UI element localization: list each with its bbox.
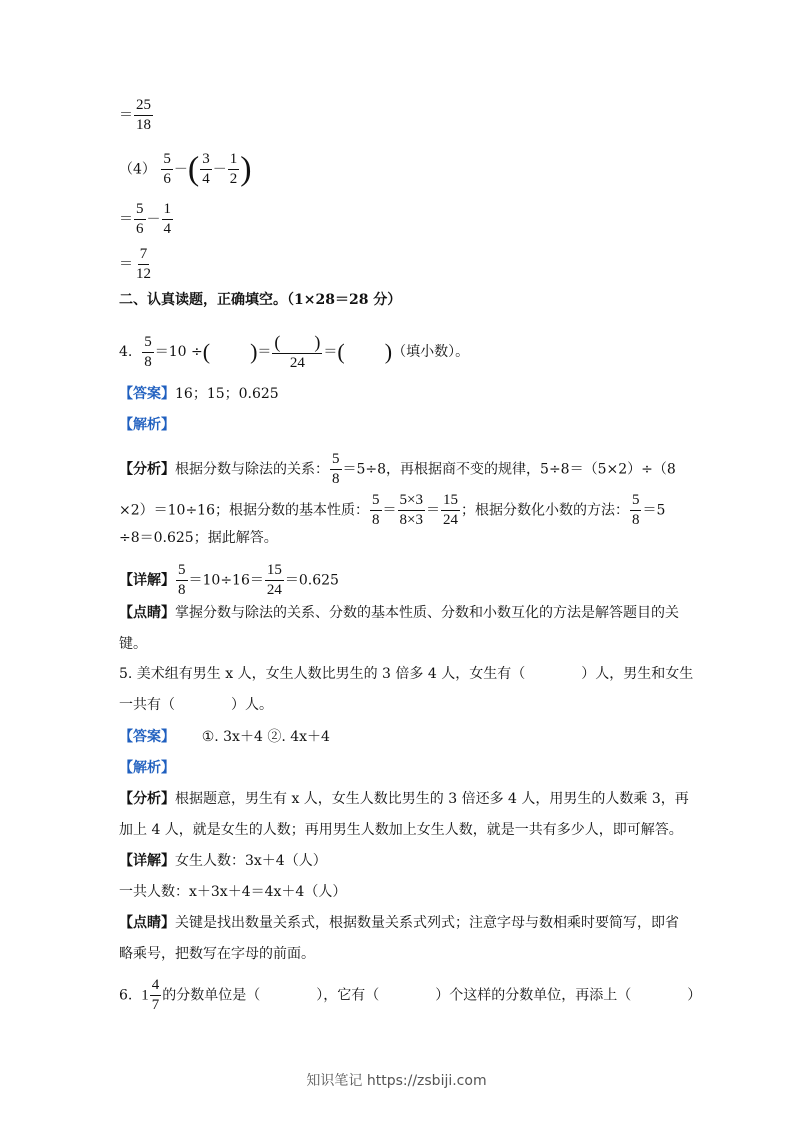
q5-fenxi-line2: 加上 4 人，就是女生的人数；再用男生人数加上女生人数，就是一共有多少人，即可解答。 xyxy=(119,822,683,838)
solution-step-3: ＝ $\frac{7}{12}$ xyxy=(119,246,151,282)
fraction-with-blank: $\frac{( )}{24}$ xyxy=(274,332,321,371)
q5-answer: 【答案】 ①. 3x＋4 ②. 4x＋4 xyxy=(119,729,330,745)
solution-step-2: ＝ $\frac{5}{6}$ － $\frac{1}{4}$ xyxy=(119,201,171,237)
q4-fenxi-line1: 【分析】根据分数与除法的关系： $\frac{5}{8}$ ＝5÷8，再根据商不变的规律，5÷8＝（5×2）÷（8 xyxy=(119,451,676,487)
footer-watermark: 知识笔记 https://zsbiji.com xyxy=(306,1073,487,1089)
question-5-line1: 5. 美术组有男生 x 人，女生人数比男生的 3 倍多 4 人，女生有（ ）人，男生和女生 xyxy=(119,666,694,682)
fraction: $\frac{5}{8}$ xyxy=(178,562,186,598)
fraction: $\frac{15}{24}$ xyxy=(266,562,282,598)
fraction: $\frac{1}{4}$ xyxy=(163,201,171,237)
fraction: $\frac{7}{12}$ xyxy=(136,246,151,282)
fraction: $\frac{4}{7}$ xyxy=(151,977,160,1013)
q4-dianjing-line1: 【点睛】掌握分数与除法的关系、分数的基本性质、分数和小数互化的方法是解答题目的关 xyxy=(119,605,679,621)
q5-dianjing-line1: 【点睛】关键是找出数量关系式，根据数量关系式列式；注意字母与数相乘时要简写，即省 xyxy=(119,915,679,931)
question-4: 4. $\frac{5}{8}$ ＝10 ÷( )＝ $\frac{( )}{24}$ ＝( )（填小数）。 xyxy=(119,332,470,371)
fraction: $\frac{5\times 3}{8\times 3}$ xyxy=(399,492,423,528)
q5-xiangjie-line2: 一共人数：x＋3x＋4＝4x＋4（人） xyxy=(119,884,347,900)
fraction: $\frac{25}{18}$ xyxy=(136,97,151,133)
q5-xiangjie-line1: 【详解】女生人数：3x＋4（人） xyxy=(119,853,327,869)
fraction: $\frac{3}{4}$ xyxy=(202,151,210,187)
fraction: $\frac{1}{2}$ xyxy=(229,151,238,187)
fraction: $\frac{5}{8}$ xyxy=(631,492,640,528)
section-heading: 二、认真读题，正确填空。（1×28＝28 分） xyxy=(119,292,402,308)
q4-analysis-heading: 【解析】 xyxy=(119,417,175,433)
fraction: $\frac{5}{8}$ xyxy=(332,451,340,487)
question-5-line2: 一共有（ ）人。 xyxy=(119,697,273,713)
q4-fenxi-line3: ÷8＝0.625；据此解答。 xyxy=(119,530,278,546)
fraction: $\frac{5}{8}$ xyxy=(144,333,152,370)
q4-xiangjie: 【详解】 $\frac{5}{8}$ ＝10÷16＝ $\frac{15}{24}$ ＝0.625 xyxy=(119,562,339,598)
fraction: $\frac{5}{6}$ xyxy=(163,151,171,187)
q5-dianjing-line2: 略乘号，把数写在字母的前面。 xyxy=(119,946,315,962)
q5-analysis-heading: 【解析】 xyxy=(119,760,175,776)
q5-fenxi-line1: 【分析】根据题意，男生有 x 人，女生人数比男生的 3 倍还多 4 人，用男生的人数乘 3，再 xyxy=(119,791,689,807)
q4-fenxi-line2: ×2）＝10÷16；根据分数的基本性质： $\frac{5}{8}$ ＝ $\frac{5\times 3}{8\times 3}$ ＝ $\frac{15}{24}$ ；根据分数化小数的方法： $\frac{5}{8}$ ＝5 xyxy=(119,492,666,528)
fraction: $\frac{15}{24}$ xyxy=(442,492,458,528)
q4-dianjing-line2: 键。 xyxy=(119,636,147,652)
problem-4-expression: （4） $\frac{5}{6}$ －( $\frac{3}{4}$ － $\frac{1}{2}$ ) xyxy=(119,150,252,188)
right-paren: ) xyxy=(240,150,252,188)
question-6: 6. 1 $\frac{4}{7}$ 的分数单位是（ ），它有（ ）个这样的分数单位，再添上（ ） xyxy=(119,977,702,1013)
left-paren: ( xyxy=(187,150,200,188)
fraction: $\frac{5}{6}$ xyxy=(136,201,144,237)
q4-answer: 【答案】16；15；0.625 xyxy=(119,386,279,402)
solution-step-1: ＝ $\frac{25}{18}$ xyxy=(119,97,151,133)
fraction: $\frac{5}{8}$ xyxy=(372,492,380,528)
